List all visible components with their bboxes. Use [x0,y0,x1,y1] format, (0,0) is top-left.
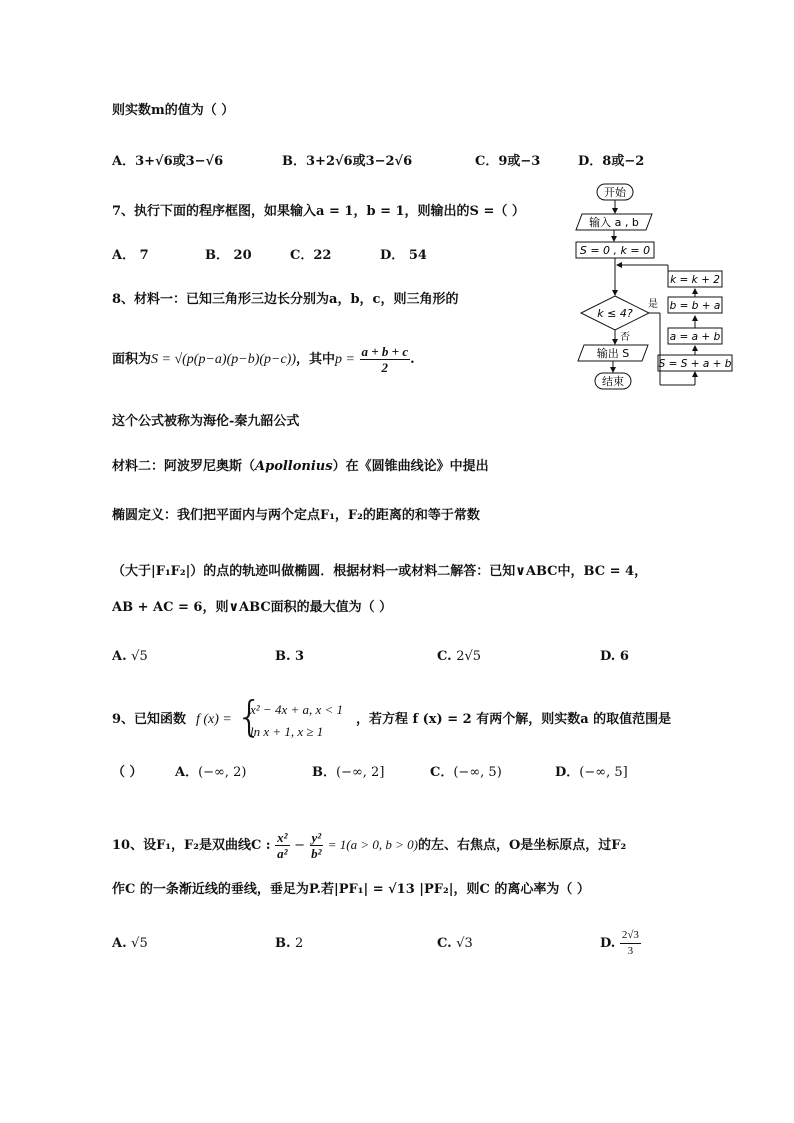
q8-stem-7: AB + AC = 6，则∨ABC面积的最大值为（ ） [112,600,393,615]
q7-option-b: B． 20 [205,248,252,263]
q8-stem-5: 椭圆定义：我们把平面内与两个定点F₁，F₂的距离的和等于常数 [112,508,480,523]
q10-line-2: 作C 的一条渐近线的垂线，垂足为P.若|PF₁| = √13 |PF₂|，则C 的离心率为（ ） [112,882,590,897]
flow-input-label: 输入 a , b [589,216,639,229]
q7-option-a: A． 7 [112,248,149,263]
q9-option-d: D．(−∞, 5] [555,765,628,780]
q9-option-c: C．(−∞, 5) [430,765,502,780]
q7-option-d: D． 54 [380,248,427,263]
q8-stem-4: 材料二：阿波罗尼奥斯（Apollonius）在《圆锥曲线论》中提出 [112,459,489,474]
q10-option-b: B. 2 [275,936,304,951]
y-squared-fraction: $\frac{\text{y²}}{\text{b²}}$ [311,830,322,861]
flow-step-k-label: k = k + 2 [670,274,720,286]
q6-option-a: A．3+√6或3−√6 [112,154,224,169]
q8-stem-1: 8、材料一：已知三角形三边长分别为a，b，c，则三角形的 [112,292,459,307]
q7-stem: 7、执行下面的程序框图，如果输入a = 1，b = 1，则输出的S =（ ） [112,204,525,219]
flowchart [570,180,740,395]
q9-paren: （ ） [112,765,143,780]
q10-option-d: D. $\frac{2√3}{3}$ [600,929,639,957]
q8-option-c: C. 2√5 [437,649,482,664]
q9-case-1: x² − 4x + a, x < 1 [250,702,344,717]
flow-step-a-label: a = a + b [669,331,721,343]
x-squared-fraction: $\frac{\text{x²}}{\text{a²}}$ [277,830,288,861]
p-fraction: $\frac{a + b + c}{2}$ [361,344,409,375]
q9-option-a: A．(−∞, 2) [175,765,247,780]
flow-step-b-label: b = b + a [669,300,721,312]
q6-option-d: D．8或−2 [578,154,645,169]
q10-line-1: 10、设F₁，F₂是双曲线C : $\frac{\text{x²}}{\text{a²}}$ − $\frac{\text{y²}}{\text{b²}}$ = 1(a > 0, b > 0)的左、右焦点，O是坐标原点，过F₂ [112,830,627,861]
q7-option-c: C．22 [290,248,332,263]
flow-condition-label: k ≤ 4? [597,307,633,320]
q8-stem-3: 这个公式被称为海伦-秦九韶公式 [112,414,300,429]
q8-option-d: D. 6 [600,649,629,664]
q9-option-b: B．(−∞, 2] [312,765,385,780]
flow-no-label: 否 [620,332,630,343]
q9-suffix: ，若方程 f (x) = 2 有两个解，则实数a 的取值范围是 [356,712,672,727]
flow-end-label: 结束 [602,375,624,388]
piecewise-brace: { [236,692,263,741]
q8-stem-6: （大于|F₁F₂|）的点的轨迹叫做椭圆．根据材料一或材料二解答：已知∨ABC中，BC = 4， [112,564,648,579]
q8-option-a: A. √5 [112,649,148,664]
flow-output-label: 输出 S [596,347,630,360]
q9-fx: f (x) = [196,712,232,727]
q8-option-b: B. 3 [275,649,305,664]
flow-step-s-label: S = S + a + b [658,358,732,370]
q10-option-a: A. √5 [112,936,148,951]
flow-start-label: 开始 [604,186,626,199]
q6-option-b: B．3+2√6或3−2√6 [282,154,413,169]
heron-formula: S = √(p(p−a)(p−b)(p−c)) [151,352,296,367]
q9-case-2: ln x + 1, x ≥ 1 [250,724,324,739]
two-root-three-over-three: $\frac{2√3}{3}$ [621,929,639,957]
q10-option-c: C. √3 [437,936,473,951]
q6-stem: 则实数m的值为（ ） [112,103,235,118]
q8-stem-2: 面积为S = √(p(p−a)(p−b)(p−c))，其中p = $\frac{a + b + c}{2}$ . [112,344,415,375]
q6-option-c: C．9或−3 [475,154,541,169]
flow-init-label: S = 0 , k = 0 [579,244,651,257]
q9-prefix: 9、已知函数 [112,712,187,727]
flow-yes-label: 是 [648,299,658,310]
